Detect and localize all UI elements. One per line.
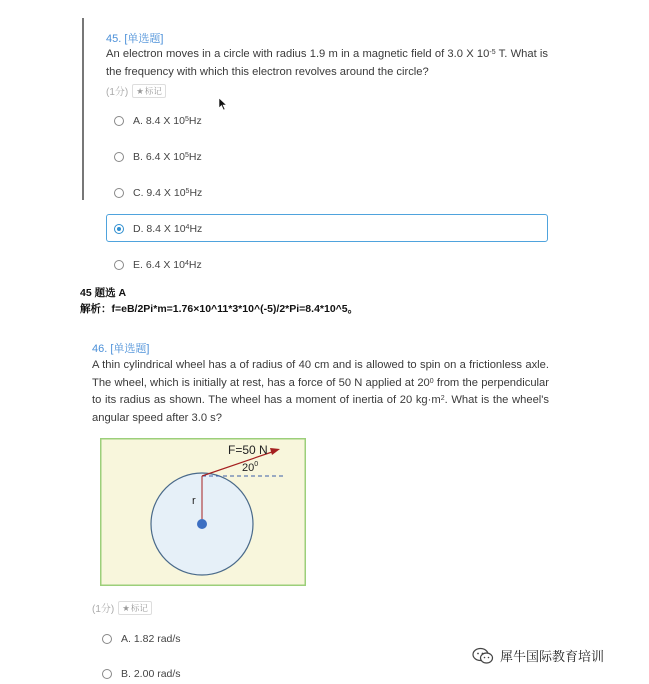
q46-text-part: from the perpendicular to its radius as shown. The wheel has a moment of inertia of 20 kg·m	[92, 376, 549, 406]
question-type: [单选题]	[110, 343, 150, 355]
q45-text-part: T. What is the frequency with which this electron revolves around the circle?	[106, 48, 549, 78]
question-number: 45.	[106, 33, 122, 45]
answer-explanation: 解析：f=eB/2Pi*m=1.76×10^11*3*10^(-5)/2*Pi=8.4*10^5。	[80, 303, 359, 315]
radio-button[interactable]	[102, 669, 112, 679]
radio-button[interactable]	[102, 634, 112, 644]
option-exponent: 5	[184, 115, 189, 123]
question-focus-bar	[82, 18, 84, 200]
option-text: 6.4 X 10	[145, 151, 185, 163]
option-letter: B.	[133, 151, 143, 163]
option-letter: D.	[133, 223, 144, 235]
wheel-force-diagram	[100, 438, 306, 586]
option-text: 1.82 rad/s	[133, 633, 181, 645]
option-letter: A.	[133, 115, 143, 127]
question-type: [单选题]	[124, 33, 164, 45]
question-45-meta	[106, 83, 166, 98]
option-unit: Hz	[188, 115, 202, 127]
option-unit: Hz	[188, 151, 202, 163]
question-number: 46.	[92, 343, 108, 355]
radio-button-selected[interactable]	[114, 224, 124, 234]
angle-degree: 0	[254, 461, 259, 468]
axle	[197, 519, 207, 529]
radio-dot	[117, 227, 121, 231]
option-d[interactable]	[114, 223, 202, 235]
q45-exponent: -5	[489, 49, 496, 56]
mark-button[interactable]	[132, 84, 166, 98]
option-exponent: 5	[185, 187, 190, 195]
option-letter: E.	[133, 259, 143, 271]
option-unit: Hz	[189, 223, 203, 235]
question-46-text	[92, 357, 549, 427]
mark-label: 标记	[130, 602, 148, 613]
option-exponent: 4	[185, 223, 190, 231]
radio-button[interactable]	[114, 116, 124, 126]
question-46-header	[92, 340, 149, 356]
mark-button[interactable]	[118, 601, 152, 615]
option-c[interactable]	[114, 187, 202, 199]
option-text: 8.4 X 10	[145, 115, 185, 127]
answer-title: 45 题选 A	[80, 287, 127, 299]
q46-text-part: A thin cylindrical wheel has a of radius of 40 cm and is allowed to spin on a frictionless axle. The wheel, which is initially at rest, has a force of 50 N applied at 20	[92, 359, 549, 389]
radio-button[interactable]	[114, 152, 124, 162]
force-label: F=50 N	[228, 443, 268, 457]
radio-button[interactable]	[114, 260, 124, 270]
score-label: (1分)	[92, 604, 115, 615]
question-46-meta	[92, 600, 152, 615]
score-label: (1分)	[106, 87, 129, 98]
option-letter: C.	[133, 187, 144, 199]
option-text: 2.00 rad/s	[133, 668, 181, 680]
question-45-text	[106, 46, 548, 81]
question-45-header	[106, 30, 163, 46]
option-letter: B.	[121, 668, 131, 680]
option-b[interactable]	[114, 151, 202, 163]
star-icon: ★	[122, 602, 130, 613]
footer-brand	[472, 646, 604, 665]
star-icon: ★	[136, 85, 144, 96]
option-text: 9.4 X 10	[146, 187, 186, 199]
option-unit: Hz	[188, 259, 202, 271]
angle-value: 20	[242, 462, 255, 474]
mouse-cursor-icon	[218, 97, 228, 111]
option-e[interactable]	[114, 259, 202, 271]
q46-degree: 0	[429, 377, 434, 385]
brand-name: 犀牛国际教育培训	[500, 649, 605, 664]
option-unit: Hz	[189, 187, 203, 199]
q45-text-part: An electron moves in a circle with radius 1.9 m in a magnetic field of 3.0 X 10	[106, 48, 490, 60]
q46-squared: 2	[440, 395, 445, 402]
radius-label: r	[192, 495, 196, 507]
q46-text-part: . What is the wheel's angular speed after 3.0 s?	[92, 394, 549, 424]
option-b[interactable]	[102, 668, 181, 680]
mark-label: 标记	[144, 85, 162, 96]
option-letter: A.	[121, 633, 131, 645]
radio-button[interactable]	[114, 188, 124, 198]
option-text: 8.4 X 10	[146, 223, 186, 235]
option-exponent: 5	[184, 151, 189, 159]
wechat-icon	[472, 647, 494, 665]
option-text: 6.4 X 10	[145, 259, 185, 271]
option-a[interactable]	[102, 633, 181, 645]
option-exponent: 4	[184, 259, 189, 267]
option-a[interactable]	[114, 115, 202, 127]
